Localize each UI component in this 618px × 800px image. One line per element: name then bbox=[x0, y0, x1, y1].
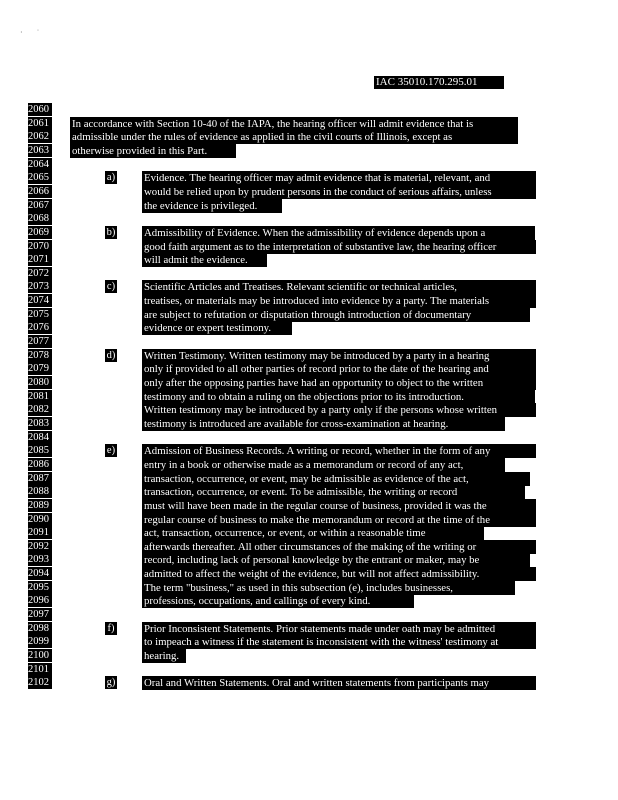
line-number: 2084 bbox=[28, 431, 52, 444]
line-number: 2087 bbox=[28, 472, 52, 485]
line-number: 2092 bbox=[28, 540, 52, 553]
line-number: 2078 bbox=[28, 349, 52, 362]
line-number: 2091 bbox=[28, 526, 52, 539]
document-text-line: otherwise provided in this Part. bbox=[70, 144, 236, 158]
document-text-line: Admission of Business Records. A writing or record, whether in the form of any bbox=[142, 444, 536, 458]
line-number: 2067 bbox=[28, 199, 52, 212]
document-text-line: Prior Inconsistent Statements. Prior statements made under oath may be admitted bbox=[142, 622, 536, 636]
subsection-marker: b) bbox=[106, 227, 116, 238]
line-number: 2066 bbox=[28, 185, 52, 198]
document-text-line: act, transaction, occurrence, or event, or within a reasonable time bbox=[142, 526, 484, 540]
scan-speck: · ˙ bbox=[20, 28, 40, 37]
document-text-line: Admissibility of Evidence. When the admissibility of evidence depends upon a bbox=[142, 226, 535, 240]
document-text-line: entry in a book or otherwise made as a memorandum or record of any act, bbox=[142, 458, 505, 472]
document-text-line: Written testimony may be introduced by a party only if the persons whose written bbox=[142, 403, 536, 417]
document-text-line: regular course of business to make the memorandum or record at the time of the bbox=[142, 513, 536, 527]
line-number: 2079 bbox=[28, 362, 52, 375]
line-number: 2065 bbox=[28, 171, 52, 184]
subsection-marker: c) bbox=[106, 281, 116, 292]
line-number: 2095 bbox=[28, 581, 52, 594]
document-text-line: testimony is introduced are available for cross-examination at hearing. bbox=[142, 417, 505, 431]
page-citation-header: IAC 35010.170.295.01 bbox=[374, 76, 504, 89]
document-text-line: testimony and to obtain a ruling on the objections prior to its introduction. bbox=[142, 390, 535, 404]
line-number: 2086 bbox=[28, 458, 52, 471]
document-text-line: must will have been made in the regular course of business, provided it was the bbox=[142, 499, 536, 513]
document-text-line: would be relied upon by prudent persons in the conduct of serious affairs, unless bbox=[142, 185, 536, 199]
subsection-marker: e) bbox=[106, 445, 116, 456]
line-number: 2069 bbox=[28, 226, 52, 239]
document-text-line: will admit the evidence. bbox=[142, 253, 267, 267]
document-text-line: Written Testimony. Written testimony may be introduced by a party in a hearing bbox=[142, 349, 536, 363]
line-number: 2097 bbox=[28, 608, 52, 621]
line-number: 2081 bbox=[28, 390, 52, 403]
line-number: 2063 bbox=[28, 144, 52, 157]
line-number: 2061 bbox=[28, 117, 52, 130]
line-number: 2093 bbox=[28, 553, 52, 566]
line-number: 2070 bbox=[28, 240, 52, 253]
document-text-line: Evidence. The hearing officer may admit evidence that is material, relevant, and bbox=[142, 171, 536, 185]
line-number: 2076 bbox=[28, 321, 52, 334]
document-text-line: admissible under the rules of evidence as applied in the civil courts of Illinois, except as bbox=[70, 130, 518, 144]
line-number: 2075 bbox=[28, 308, 52, 321]
document-text-line: Oral and Written Statements. Oral and written statements from participants may bbox=[142, 676, 536, 690]
document-text-line: The term "business," as used in this subsection (e), includes businesses, bbox=[142, 581, 515, 595]
line-number: 2068 bbox=[28, 212, 52, 225]
line-number: 2083 bbox=[28, 417, 52, 430]
document-text-line: only if provided to all other parties of record prior to the date of the hearing and bbox=[142, 362, 536, 376]
line-number: 2101 bbox=[28, 663, 52, 676]
document-text-line: transaction, occurrence, or event. To be admissible, the writing or record bbox=[142, 485, 525, 499]
line-number: 2094 bbox=[28, 567, 52, 580]
document-text-line: to impeach a witness if the statement is inconsistent with the witness' testimony at bbox=[142, 635, 536, 649]
line-number: 2073 bbox=[28, 280, 52, 293]
line-number: 2077 bbox=[28, 335, 52, 348]
document-text-line: are subject to refutation or disputation through introduction of documentary bbox=[142, 308, 530, 322]
line-number: 2085 bbox=[28, 444, 52, 457]
document-text-line: evidence or expert testimony. bbox=[142, 321, 292, 335]
line-number: 2060 bbox=[28, 103, 52, 116]
line-number: 2089 bbox=[28, 499, 52, 512]
document-text-line: good faith argument as to the interpretation of substantive law, the hearing officer bbox=[142, 240, 536, 254]
document-text-line: only after the opposing parties have had an opportunity to object to the written bbox=[142, 376, 536, 390]
line-number: 2088 bbox=[28, 485, 52, 498]
line-number: 2071 bbox=[28, 253, 52, 266]
document-text-line: Scientific Articles and Treatises. Relevant scientific or technical articles, bbox=[142, 280, 536, 294]
line-number: 2080 bbox=[28, 376, 52, 389]
line-number: 2098 bbox=[28, 622, 52, 635]
document-text-line: In accordance with Section 10-40 of the IAPA, the hearing officer will admit evidence that is bbox=[70, 117, 518, 131]
subsection-marker: a) bbox=[106, 172, 116, 183]
document-text-line: admitted to affect the weight of the evidence, but will not affect admissibility. bbox=[142, 567, 536, 581]
line-number: 2102 bbox=[28, 676, 52, 689]
line-number: 2082 bbox=[28, 403, 52, 416]
document-text-line: hearing. bbox=[142, 649, 186, 663]
subsection-marker: f) bbox=[105, 622, 117, 635]
line-number: 2072 bbox=[28, 267, 52, 280]
document-text-line: transaction, occurrence, or event, may be admissible as evidence of the act, bbox=[142, 472, 530, 486]
subsection-marker: d) bbox=[106, 350, 116, 361]
document-text-line: professions, occupations, and callings of every kind. bbox=[142, 594, 414, 608]
line-number: 2096 bbox=[28, 594, 52, 607]
document-text-line: afterwards thereafter. All other circumstances of the making of the writing or bbox=[142, 540, 536, 554]
line-number: 2100 bbox=[28, 649, 52, 662]
document-text-line: treatises, or materials may be introduced into evidence by a party. The materials bbox=[142, 294, 536, 308]
line-number: 2064 bbox=[28, 158, 52, 171]
line-number: 2074 bbox=[28, 294, 52, 307]
line-number: 2090 bbox=[28, 513, 52, 526]
document-text-line: record, including lack of personal knowledge by the entrant or maker, may be bbox=[142, 553, 530, 567]
subsection-marker: g) bbox=[106, 677, 116, 688]
document-text-line: the evidence is privileged. bbox=[142, 199, 282, 213]
line-number: 2062 bbox=[28, 130, 52, 143]
line-number: 2099 bbox=[28, 635, 52, 648]
